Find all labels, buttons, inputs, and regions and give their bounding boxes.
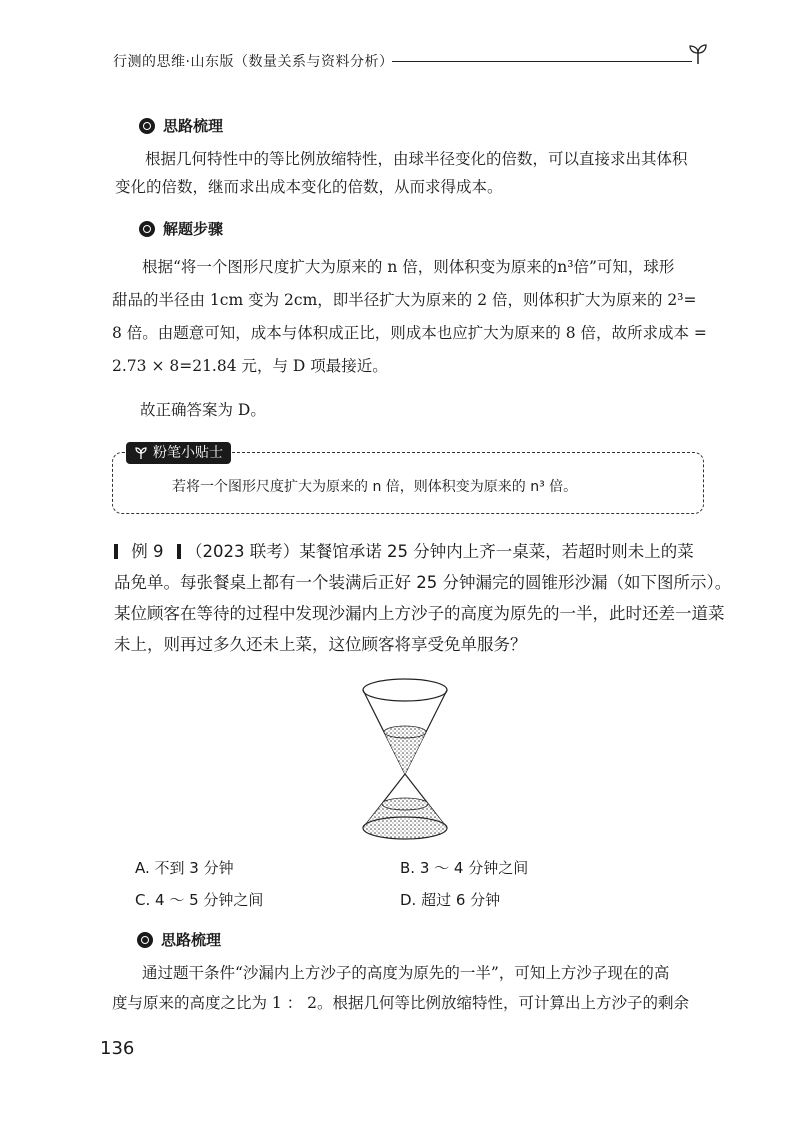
gear-icon	[139, 118, 155, 134]
paragraph-line: 通过题干条件“沙漏内上方沙子的高度为原先的一半”，可知上方沙子现在的高	[142, 964, 670, 982]
paragraph-line: 根据几何特性中的等比例放缩特性，由球半径变化的倍数，可以直接求出其体积	[145, 150, 688, 168]
paragraph-line: 度与原来的高度之比为 1 ： 2。根据几何等比例放缩特性，可计算出上方沙子的剩余	[112, 994, 690, 1012]
option-c[interactable]: C. 4 ～ 5 分钟之间	[135, 891, 264, 909]
analysis-paragraph	[115, 148, 688, 199]
question-line: 某位顾客在等待的过程中发现沙漏内上方沙子的高度为原先的一半，此时还差一道菜	[114, 604, 725, 623]
gear-icon	[137, 932, 153, 948]
paragraph-line: 根据“将一个图形尺度扩大为原来的 n 倍，则体积变为原来的n³倍”可知，球形	[142, 258, 675, 276]
section-heading-analysis: 思路梳理	[139, 115, 223, 136]
paragraph-line: 甜品的半径由 1cm 变为 2cm，即半径扩大为原来的 2 倍，则体积扩大为原来的 2³=	[112, 291, 697, 309]
paragraph-line: 2.73 × 8=21.84 元，与 D 项最接近。	[112, 357, 388, 375]
leaf-icon	[134, 446, 148, 460]
paragraph-line: 8 倍。由题意可知，成本与体积成正比，则成本也应扩大为原来的 8 倍，故所求成本 =	[112, 324, 707, 342]
example-label: 例 9	[131, 542, 164, 561]
paragraph-line: 变化的倍数，继而求出成本变化的倍数，从而求得成本。	[115, 178, 503, 196]
analysis-paragraph-2	[112, 962, 689, 1015]
hourglass-figure	[350, 676, 460, 846]
steps-paragraph	[112, 256, 707, 378]
tip-label: 粉笔小贴士	[126, 442, 231, 464]
running-header: 行测的思维·山东版（数量关系与资料分析）	[113, 54, 394, 70]
question-line: 未上，则再过多久还未上菜，这位顾客将享受免单服务？	[114, 635, 527, 654]
question-line: 品免单。每张餐桌上都有一个装满后正好 25 分钟漏完的圆锥形沙漏（如下图所示）。	[114, 573, 732, 592]
section-heading-analysis-2: 思路梳理	[137, 929, 221, 950]
option-b[interactable]: B. 3 ～ 4 分钟之间	[400, 859, 529, 877]
option-a[interactable]: A. 不到 3 分钟	[135, 859, 234, 877]
tip-text: 若将一个图形尺度扩大为原来的 n 倍，则体积变为原来的 n³ 倍。	[172, 479, 578, 495]
header-rule	[392, 61, 692, 62]
option-d[interactable]: D. 超过 6 分钟	[400, 891, 501, 909]
example-marker-left	[114, 544, 118, 559]
question-line: 例 9 （2023 联考）某餐馆承诺 25 分钟内上齐一桌菜，若超时则未上的菜	[114, 536, 731, 567]
sprout-icon	[685, 40, 711, 66]
pen-icon	[139, 221, 155, 237]
section-heading-steps: 解题步骤	[139, 218, 223, 239]
page-number: 136	[100, 1038, 135, 1059]
answer-line: 故正确答案为 D。	[140, 401, 266, 419]
example-question	[114, 536, 731, 660]
example-marker-right	[177, 544, 181, 559]
